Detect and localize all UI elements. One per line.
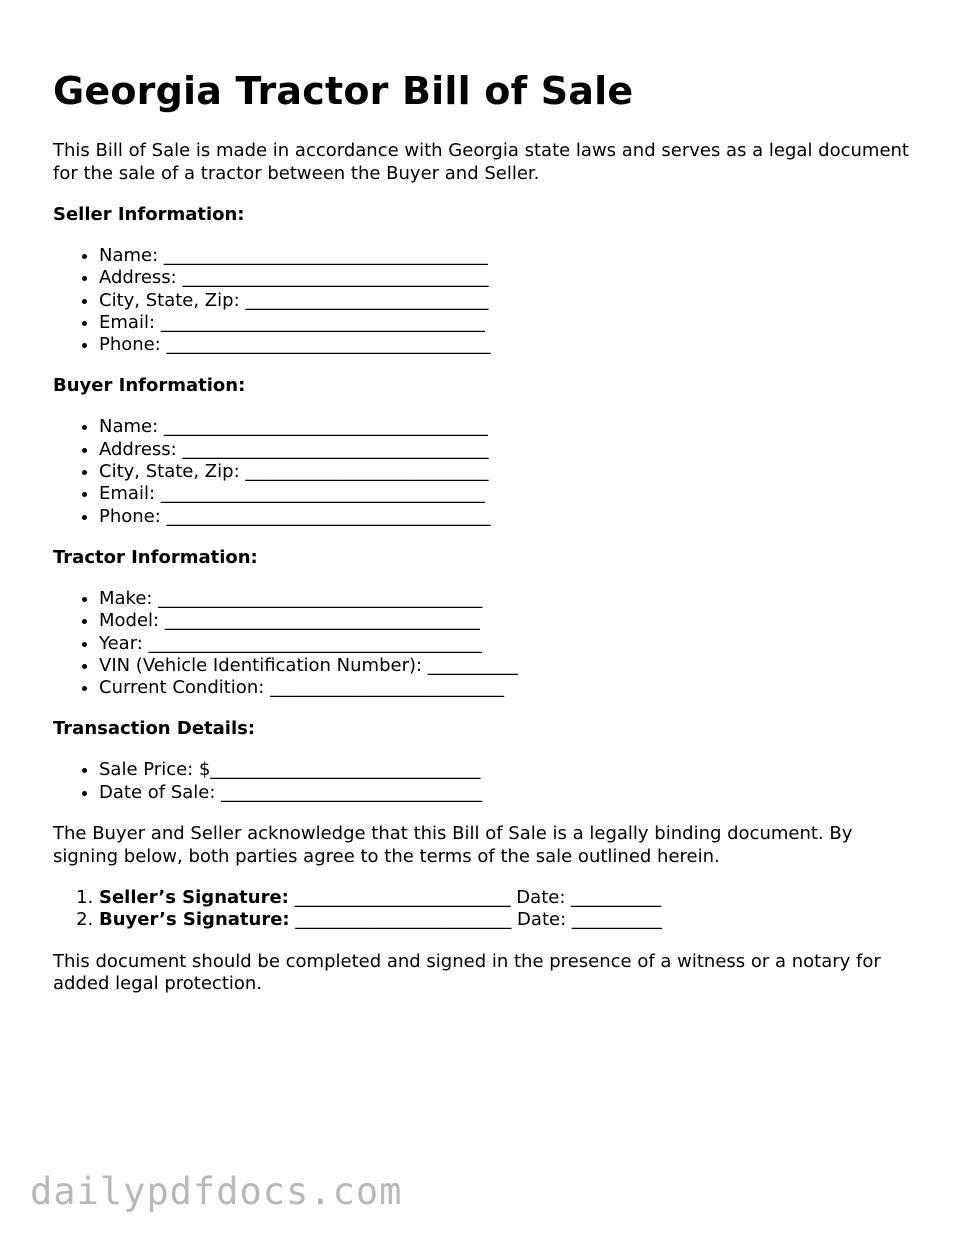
- tractor-fields: [53, 588, 913, 699]
- tractor-make-field: • Make: ____________________________________: [99, 588, 913, 610]
- watermark: dailypdfdocs.com: [30, 1170, 403, 1213]
- buyer-signature-label: Buyer’s Signature:: [99, 909, 290, 931]
- transaction-fields: [53, 759, 913, 804]
- transaction-heading: Transaction Details:: [53, 718, 256, 740]
- document-page: [53, 0, 913, 996]
- sale-date-field: • Date of Sale: _____________________________: [99, 782, 913, 804]
- tractor-model-field: • Model: ___________________________________: [99, 610, 913, 632]
- closing-paragraph: This document should be completed and signed in the presence of a witness or a notary for added legal protection.: [53, 950, 881, 995]
- document-title: Georgia Tractor Bill of Sale: [53, 69, 634, 113]
- seller-heading: Seller Information:: [53, 204, 245, 225]
- intro-paragraph: This Bill of Sale is made in accordance with Georgia state laws and serves as a legal document for the sale of a tractor between the Buyer and Seller.: [53, 140, 909, 184]
- seller-name-field: • Name: ____________________________________: [99, 245, 913, 267]
- tractor-year-field: • Year: _____________________________________: [99, 633, 913, 655]
- buyer-email-field: • Email: ____________________________________: [99, 483, 913, 505]
- buyer-name-field: • Name: ____________________________________: [99, 416, 913, 438]
- buyer-signature-blank: ________________________ Date: __________: [289, 909, 662, 931]
- seller-phone-field: • Phone: ____________________________________: [99, 334, 913, 356]
- acknowledgement-paragraph: The Buyer and Seller acknowledge that this Bill of Sale is a legally binding document. By signing below, both parties agree to the terms of the sale outlined herein.: [53, 823, 853, 867]
- seller-email-field: • Email: ____________________________________: [99, 312, 913, 334]
- seller-signature-label: Seller’s Signature:: [99, 887, 289, 909]
- seller-fields: [53, 245, 913, 356]
- tractor-vin-field: • VIN (Vehicle Identification Number): __________: [99, 655, 913, 677]
- buyer-signature-line: [99, 909, 913, 931]
- tractor-heading: Tractor Information:: [53, 546, 258, 568]
- signature-list: [53, 887, 913, 932]
- sale-price-field: • Sale Price: $______________________________: [99, 759, 913, 781]
- buyer-address-field: • Address: __________________________________: [99, 439, 913, 461]
- tractor-condition-field: • Current Condition: __________________________: [99, 677, 913, 699]
- buyer-heading: Buyer Information:: [53, 375, 246, 397]
- seller-signature-line: [99, 887, 913, 909]
- buyer-phone-field: • Phone: ____________________________________: [99, 506, 913, 528]
- seller-signature-blank: ________________________ Date: __________: [288, 887, 662, 909]
- seller-city-state-zip-field: • City, State, Zip: ___________________________: [99, 290, 913, 312]
- buyer-city-state-zip-field: • City, State, Zip: ___________________________: [99, 461, 913, 483]
- seller-address-field: • Address: __________________________________: [99, 267, 913, 289]
- buyer-fields: [53, 416, 913, 527]
